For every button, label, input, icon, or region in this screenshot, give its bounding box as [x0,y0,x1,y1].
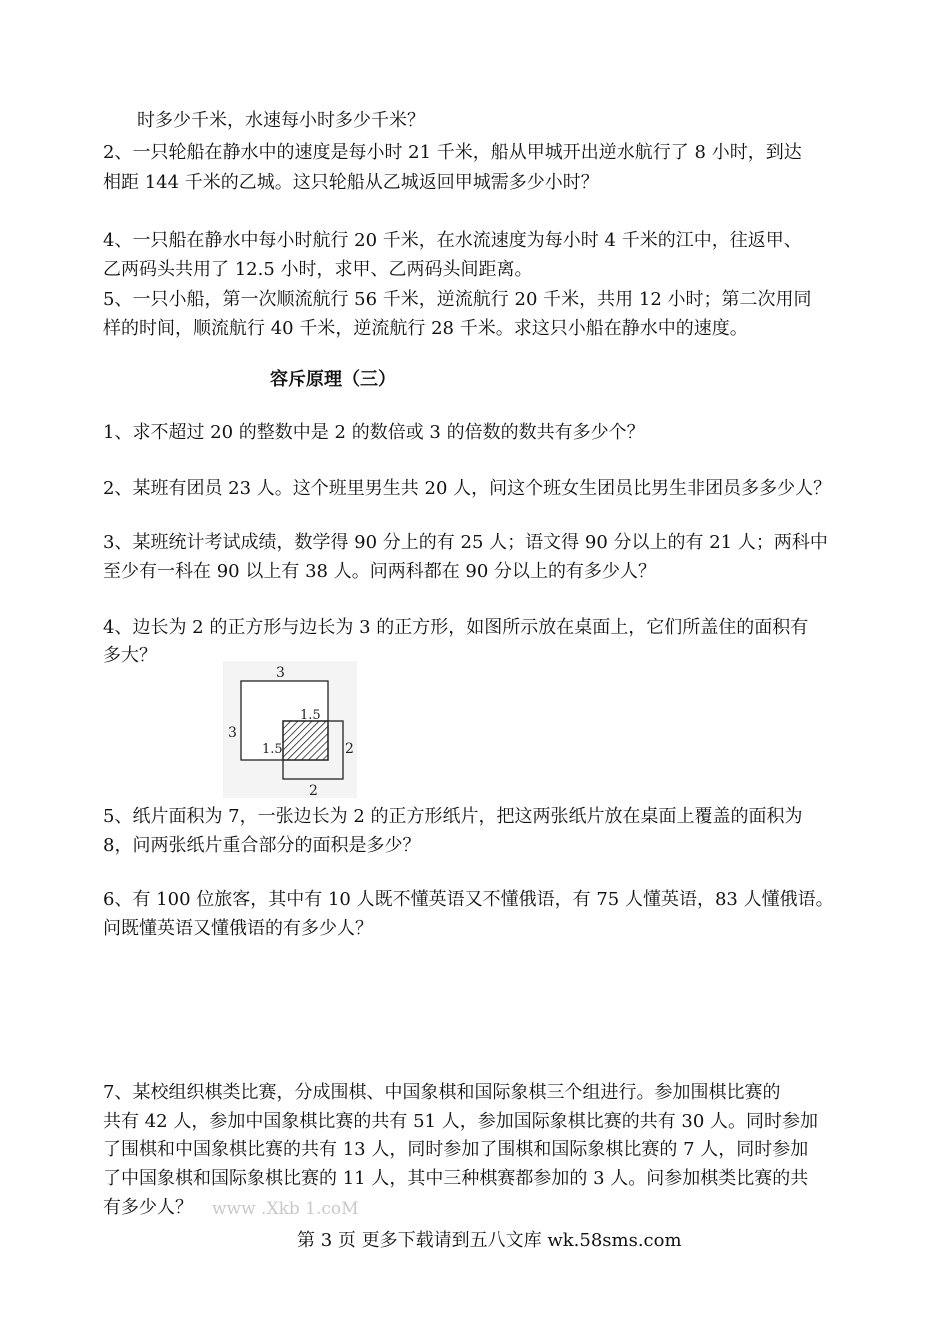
squares-svg [223,661,357,798]
line-4: 4、一只船在静水中每小时航行 20 千米，在水流速度为每小时 4 千米的江中，往返甲、 [103,230,802,251]
question-4-line-2: 多大？ [103,645,157,666]
question-7-line-4: 了中国象棋和国际象棋比赛的 11 人，其中三种棋赛都参加的 3 人。问参加棋类比赛的共 [103,1168,809,1189]
line-7: 样的时间，顺流航行 40 千米，逆流航行 28 千米。求这只小船在静水中的速度。 [103,318,748,339]
question-2: 2、某班有团员 23 人。这个班里男生共 20 人，问这个班女生团员比男生非团员多多少人？ [103,478,832,499]
label-big-top: 3 [276,665,285,681]
question-6-line-1: 6、有 100 位旅客，其中有 10 人既不懂英语又不懂俄语，有 75 人懂英语，83 人懂俄语。 [103,889,834,910]
question-3-line-1: 3、某班统计考试成绩，数学得 90 分上的有 25 人；语文得 90 分以上的有 21 人；两科中 [103,532,828,553]
line-1: 时多少千米，水速每小时多少千米？ [137,110,425,131]
label-big-left: 3 [228,725,237,741]
question-7-line-1: 7、某校组织棋类比赛，分成围棋、中国象棋和国际象棋三个组进行。参加围棋比赛的 [103,1082,781,1103]
line-6: 5、一只小船，第一次顺流航行 56 千米，逆流航行 20 千米，共用 12 小时；第二次用同 [103,289,812,310]
section-heading: 容斥原理（三） [270,369,396,390]
question-5-line-1: 5、纸片面积为 7，一张边长为 2 的正方形纸片，把这两张纸片放在桌面上覆盖的面积为 [103,806,803,827]
question-3-line-2: 至少有一科在 90 以上有 38 人。问两科都在 90 分以上的有多少人？ [103,561,657,582]
question-7-line-5: 有多少人？ [103,1197,193,1218]
overlap-hatched-region [283,721,328,760]
watermark: www .Xkb 1.coM [212,1199,359,1219]
question-7-line-2: 共有 42 人，参加中国象棋比赛的共有 51 人，参加国际象棋比赛的共有 30 人。同时参加 [103,1111,819,1132]
question-1: 1、求不超过 20 的整数中是 2 的数倍或 3 的倍数的数共有多少个？ [103,422,645,443]
line-3: 相距 144 千米的乙城。这只轮船从乙城返回甲城需多少小时？ [103,172,599,193]
page-footer: 第 3 页 更多下载请到五八文库 wk.58sms.com [297,1230,682,1251]
question-5-line-2: 8，问两张纸片重合部分的面积是多少？ [103,835,421,856]
label-overlap-top: 1.5 [300,708,321,723]
label-overlap-left: 1.5 [262,742,283,757]
question-7-line-3: 了围棋和中国象棋比赛的共有 13 人，同时参加了围棋和国际象棋比赛的 7 人，同时参加 [103,1139,809,1160]
question-4-line-1: 4、边长为 2 的正方形与边长为 3 的正方形，如图所示放在桌面上，它们所盖住的面积有 [103,617,809,638]
line-2: 2、一只轮船在静水中的速度是每小时 21 千米，船从甲城开出逆水航行了 8 小时，到达 [103,142,802,163]
question-6-line-2: 问既懂英语又懂俄语的有多少人？ [103,918,373,939]
label-small-bottom: 2 [309,783,318,798]
label-small-right: 2 [345,741,354,757]
squares-diagram [223,661,357,798]
line-5: 乙两码头共用了 12.5 小时，求甲、乙两码头间距离。 [103,259,533,280]
